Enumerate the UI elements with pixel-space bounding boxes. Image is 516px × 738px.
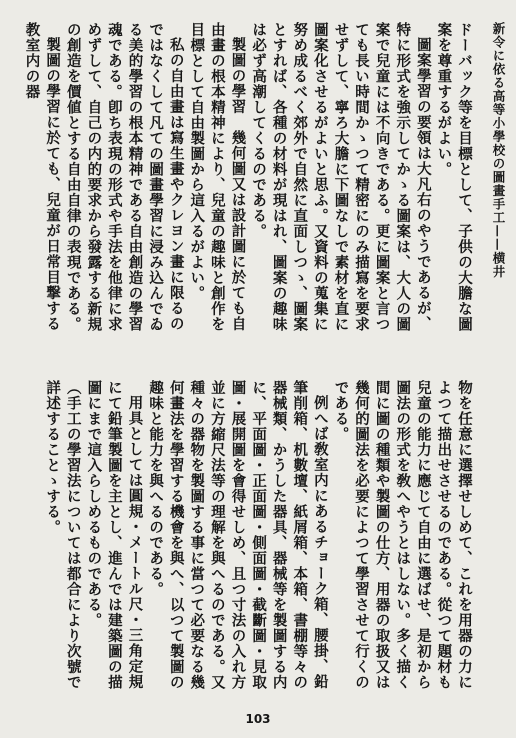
upper-text-column (22, 22, 474, 340)
paragraph: ドーバック等を目標として、子供の大膽な圖案を尊重するがよい。 (435, 22, 473, 332)
paragraph: 製圖の學習 幾何圖又は設計圖に於ても自由畫の根本精神により、兒童の趣味と創作を目標として自由製圖から這入るがよい。 (188, 22, 247, 332)
running-header: 新令に依る高等小學校の圖畫手工——横井 (491, 22, 506, 279)
paragraph: （手工の學習法については都合により次號で詳述することゝする。 (44, 380, 82, 690)
paragraph: 物を任意に選擇せしめて、これを用器の力によつて描出せさせるのである。從つて題材も兒童の能力に應じて自由に選ばせ、是初から圖法の形式を敎へやうとはしない。多く描く間に圖の種類や製圖の仕方、用器の取扱又は幾何的圖法を必要によつて學習させて行くのである。 (332, 380, 473, 690)
paragraph: 例へば敎室内にあるチョーク箱、腰掛、鉛筆削箱、机數壇、紙屑箱、本箱、書棚等々の器械類、かうした器具、器械等を製圖する内に、平面圖・正面圖・側面圖・截斷圖・見取圖・展開圖を會得せしめ、且つ寸法の入れ方並に方縮尺法等の理解を與へるのである。又種々の器物を製圖する事に當つて必要なる幾何畫法を學習する機會を與へ、以つて製圖の趣味と能力を與へるのである。 (147, 380, 329, 690)
paragraph: 製圖の學習に於ても、兒童が日常目撃する教室内の器 (23, 22, 62, 331)
paragraph: 私の自由畫は寫生畫やクレヨン畫に限るのではなくして凡ての圖畫學習に浸み込んでゐる美的學習の根本精神である自由創造の學習魂である。卽ち表現の形式や手法を他律に求めずして、自己の内的要求から發露する新規の創造を價値とする自由自律の表現である。 (64, 22, 185, 332)
page-number: 103 (245, 712, 271, 726)
paragraph: 圖案學習の要領は大凡右のやうであるが、特に形式を強示してかゝる圖案は、大人の圖案で兒童には不向きである。更に圖案と言つても長い時間かゝつて精密にのみ描寫を要求せずして、寧ろ大膽に下圖なしで素材を直に圖案化させるがよいと思ふ。又資料の蒐集に努め成るべく郊外で自然に直面しつゝ、圖案とすれば、各種の材料が現はれ、圖案の趣味は必ず高潮してくるのである。 (250, 22, 432, 332)
paragraph: 用具としては圓規・メートル尺・三角定規にて鉛筆製圖を主とし、進んでは建築圖の描圖にまで這入らしめるものである。 (85, 380, 144, 690)
lower-text-column (22, 380, 474, 698)
